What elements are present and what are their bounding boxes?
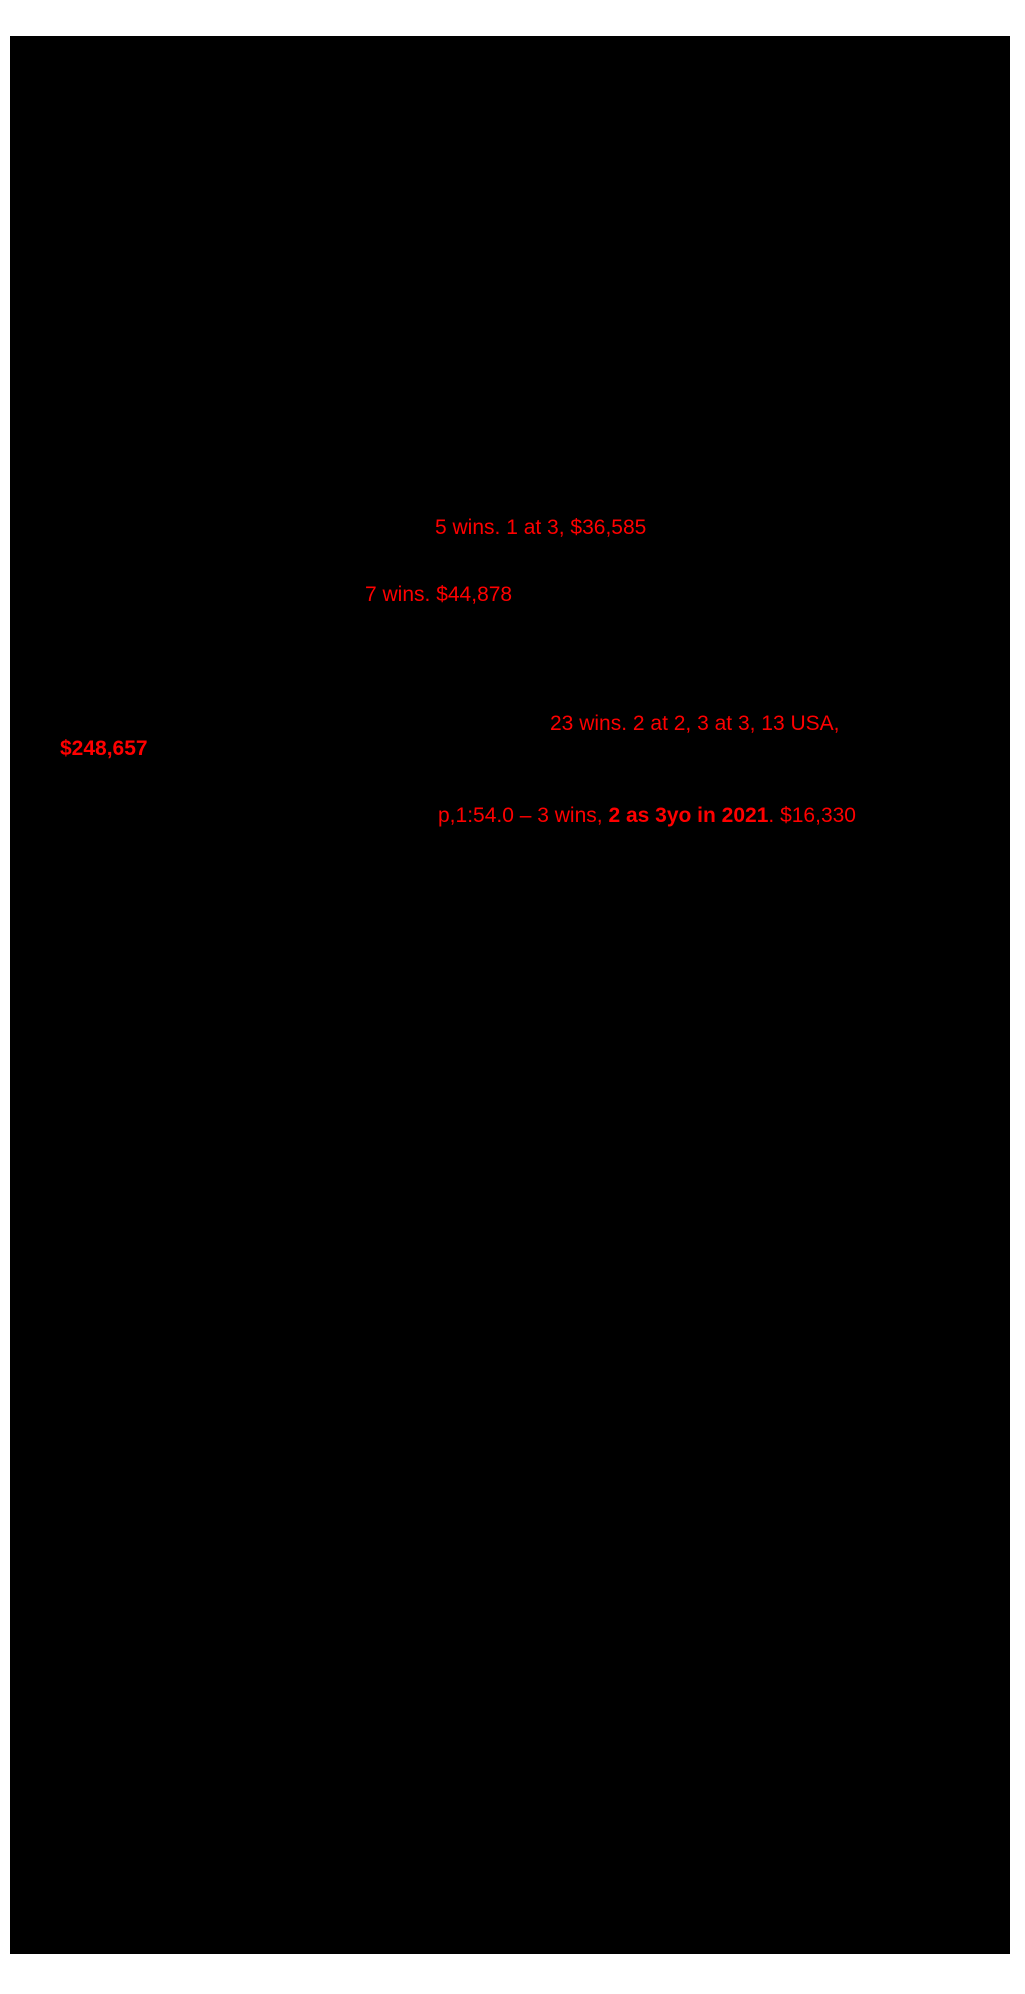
text-fragment-wins-summary-3: 23 wins. 2 at 2, 3 at 3, 13 USA, xyxy=(550,712,840,735)
text-fragment-earnings: $248,657 xyxy=(60,737,148,760)
race-record-highlight: 2 as 3yo in 2021 xyxy=(608,804,769,827)
race-record-suffix: . $16,330 xyxy=(768,804,856,827)
race-record-prefix: p,1:54.0 – 3 wins, xyxy=(438,804,609,827)
text-fragment-wins-summary-1: 5 wins. 1 at 3, $36,585 xyxy=(435,516,647,539)
text-fragment-race-record xyxy=(438,803,856,829)
text-fragment-wins-summary-2: 7 wins. $44,878 xyxy=(365,583,513,606)
document-page xyxy=(10,36,1010,1954)
